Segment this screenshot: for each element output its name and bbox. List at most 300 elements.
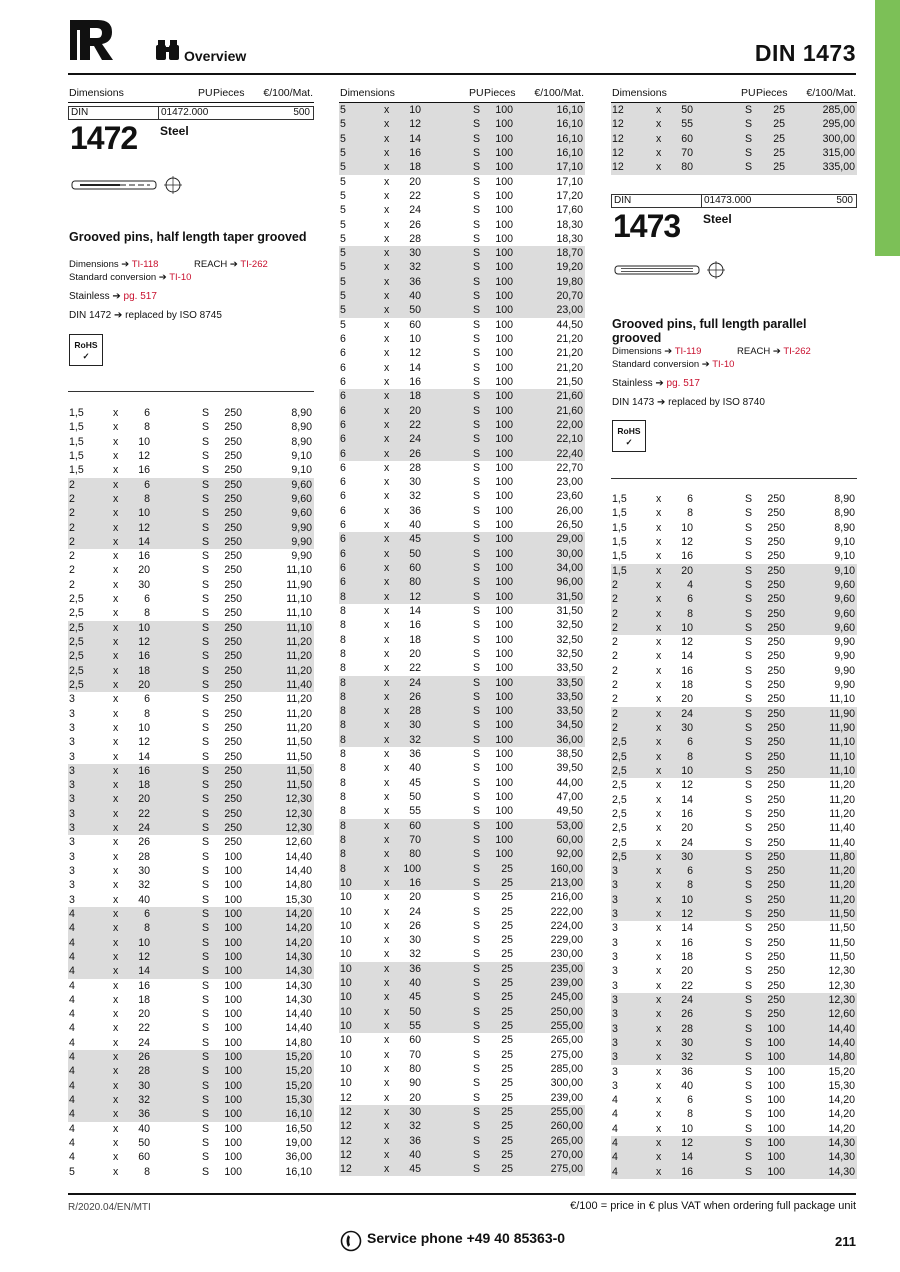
pu-code: S [202,464,210,477]
dimension-length: 26 [409,218,421,231]
dimension-length: 16 [138,464,150,477]
pieces-value: 100 [224,879,242,892]
pu-code: S [745,750,753,763]
table-row [339,804,585,818]
dimension-length: 20 [409,891,421,904]
column-1 [68,84,314,361]
dimension-separator: x [384,848,390,861]
pu-code: S [202,779,210,792]
pu-code: S [202,650,210,663]
price-value: 16,50 [285,1122,312,1135]
pu-code: S [473,146,481,159]
dimension-separator: x [656,535,662,548]
conversion-ref[interactable] [69,272,191,283]
price-value: 11,10 [829,736,855,749]
pu-code: S [745,1051,753,1064]
pu-code: S [745,607,753,620]
table-row [611,1107,857,1121]
pieces-value: 250 [224,578,242,591]
table-row [339,1033,585,1047]
dimension-separator: x [384,1048,390,1061]
dimension-length: 6 [687,593,693,606]
dimension-diameter: 3 [612,922,618,935]
pieces-value: 250 [224,435,242,448]
dimension-length: 14 [138,750,150,763]
pu-code: S [202,449,210,462]
table-row [339,475,585,489]
dimension-separator: x [384,390,390,403]
pu-code: S [745,1165,753,1178]
dimension-separator: x [384,218,390,231]
dimension-length: 32 [409,1120,421,1133]
dimension-length: 30 [409,476,421,489]
pu-code: S [473,189,481,202]
price-value: 32,50 [556,647,583,660]
table-row [611,836,857,850]
table-row [339,990,585,1004]
pu-code: S [745,535,753,548]
dimension-length: 50 [409,547,421,560]
table-row [68,1107,314,1121]
dimension-separator: x [656,1079,662,1092]
pieces-value: 100 [495,390,513,403]
dimension-separator: x [113,550,119,563]
dimension-diameter: 8 [340,733,346,746]
dimension-length: 24 [681,707,693,720]
price-value: 275,00 [550,1048,583,1061]
table-row [339,633,585,647]
reach-ref[interactable] [194,259,268,270]
table-row [339,1091,585,1105]
dimension-diameter: 3 [69,836,75,849]
table-row [611,921,857,935]
dimensions-ref-link[interactable]: TI-118 [131,259,159,270]
price-value: 44,50 [556,318,583,331]
dimension-diameter: 2 [612,693,618,706]
dimension-diameter: 2,5 [612,779,627,792]
dimension-length: 10 [409,104,421,116]
dimension-length: 14 [138,535,150,548]
pieces-value: 250 [224,793,242,806]
price-value: 11,10 [286,593,312,606]
article-box [611,194,857,208]
dimension-diameter: 4 [612,1165,618,1178]
pu-code: S [202,1008,210,1021]
table-row [68,979,314,993]
dimension-length: 6 [687,736,693,749]
table-row [611,793,857,807]
table-row [611,1079,857,1093]
dimension-length: 26 [138,836,150,849]
dimension-length: 30 [138,1079,150,1092]
pu-code: S [473,547,481,560]
header-dimensions: Dimensions [69,87,124,99]
pieces-value: 100 [495,576,513,589]
price-value: 11,10 [829,693,855,706]
dimension-length: 16 [409,876,421,889]
price-value: 9,90 [834,650,855,663]
dimension-length: 24 [409,676,421,689]
dimensions-ref[interactable] [69,259,158,270]
dimension-separator: x [113,850,119,863]
dimension-length: 12 [681,779,693,792]
material-label: Steel [160,124,189,138]
dimension-length: 12 [138,449,150,462]
dimension-separator: x [656,664,662,677]
dimension-length: 10 [681,521,693,534]
dimension-separator: x [384,290,390,303]
dimension-separator: x [384,876,390,889]
pu-code: S [745,965,753,978]
reach-ref[interactable] [737,346,811,357]
pu-code: S [745,593,753,606]
dimension-length: 40 [409,519,421,532]
price-value: 11,50 [286,764,312,777]
dimension-separator: x [113,965,119,978]
price-value: 14,40 [285,1008,312,1021]
dimension-separator: x [113,1065,119,1078]
dimension-diameter: 12 [612,132,624,145]
table-row [611,936,857,950]
dimension-separator: x [113,578,119,591]
pieces-value: 250 [767,578,785,591]
pu-code: S [745,908,753,921]
price-value: 15,30 [828,1079,855,1092]
price-value: 15,20 [285,1051,312,1064]
pu-code: S [473,418,481,431]
pieces-value: 25 [773,146,785,159]
dimension-diameter: 10 [340,1020,352,1032]
dimension-separator: x [384,590,390,603]
pieces-value: 25 [501,1034,513,1047]
pieces-value: 100 [495,819,513,832]
dimensions-ref-link[interactable]: TI-119 [674,346,702,357]
price-value: 295,00 [822,118,855,131]
stainless-ref[interactable] [612,378,700,389]
stainless-ref[interactable] [69,291,157,302]
dimension-diameter: 4 [69,1065,75,1078]
table-row [611,160,857,174]
conversion-ref[interactable] [612,359,734,370]
dimension-separator: x [113,879,119,892]
stainless-ref-link[interactable]: pg. 517 [666,378,700,389]
pu-code: S [473,175,481,188]
dimension-length: 10 [138,621,150,634]
table-row [611,578,857,592]
table-row [68,1079,314,1093]
price-value: 17,60 [556,204,583,217]
pieces-value: 100 [224,950,242,963]
dimension-length: 12 [138,636,150,648]
pieces-value: 250 [224,822,242,835]
price-value: 21,20 [556,361,583,374]
price-value: 17,10 [556,161,583,174]
table-row [611,621,857,635]
pu-code: S [202,564,210,577]
pieces-value: 250 [224,478,242,491]
dimension-separator: x [113,521,119,534]
pu-code: S [473,132,481,145]
price-value: 245,00 [550,991,583,1004]
article-number: 01473.000 [704,194,752,206]
pieces-value: 100 [224,1094,242,1106]
table-row [68,592,314,606]
dimension-separator: x [113,507,119,520]
pieces-value: 250 [767,664,785,677]
price-value: 60,00 [556,833,583,846]
table-row [68,878,314,892]
dimension-length: 70 [681,146,693,159]
pu-code: S [745,104,753,116]
dimension-length: 18 [409,633,421,646]
pu-code: S [473,404,481,417]
dimension-diameter: 3 [612,936,618,949]
dimension-diameter: 10 [340,1077,352,1090]
pieces-value: 100 [495,361,513,374]
pieces-value: 250 [767,979,785,992]
dimension-length: 6 [687,865,693,878]
dimension-diameter: 1,5 [612,507,627,520]
price-value: 34,00 [556,562,583,574]
dimension-length: 6 [144,407,150,419]
dimension-diameter: 2 [612,707,618,720]
dimension-length: 16 [409,619,421,632]
pu-code: S [473,347,481,360]
dimension-separator: x [656,679,662,692]
dimension-diameter: 5 [340,189,346,202]
pieces-value: 25 [501,919,513,932]
dimension-diameter: 6 [340,476,346,489]
dimension-length: 60 [138,1151,150,1164]
price-value: 32,50 [556,633,583,646]
dimension-diameter: 4 [69,1022,75,1035]
dimension-separator: x [384,247,390,260]
pu-code: S [473,662,481,675]
pu-code: S [473,1091,481,1104]
dimension-separator: x [113,1036,119,1049]
price-value: 11,20 [829,793,855,806]
pieces-value: 250 [224,507,242,520]
pieces-value: 100 [224,865,242,877]
dimension-separator: x [656,951,662,963]
pieces-value: 100 [495,433,513,446]
pieces-value: 250 [224,664,242,677]
dimension-separator: x [656,707,662,720]
dimension-length: 36 [138,1108,150,1121]
dimension-separator: x [384,791,390,803]
pieces-value: 100 [224,1122,242,1135]
dimension-separator: x [113,1136,119,1149]
table-row [68,621,314,635]
table-row [68,678,314,692]
pu-code: S [473,247,481,260]
dimension-diameter: 8 [340,848,346,861]
binoculars-icon[interactable] [156,40,180,60]
dimension-diameter: 12 [612,161,624,174]
price-value: 14,20 [285,936,312,949]
price-value: 300,00 [822,132,855,145]
pieces-value: 100 [495,490,513,503]
price-value: 213,00 [550,876,583,889]
table-row [68,735,314,749]
table-row [68,864,314,878]
conversion-ref-link[interactable]: TI-10 [169,272,192,283]
dimension-diameter: 2 [612,679,618,692]
dimension-separator: x [113,907,119,920]
dimension-diameter: 3 [69,822,75,835]
dimension-separator: x [384,547,390,560]
dimension-diameter: 2 [612,664,618,677]
pieces-value: 100 [495,418,513,431]
pu-code: S [202,1151,210,1164]
dimension-separator: x [384,919,390,932]
dimension-diameter: 4 [69,1151,75,1164]
pieces-value: 25 [501,991,513,1004]
pieces-value: 100 [767,1079,785,1092]
section-divider [611,478,857,479]
price-value: 8,90 [834,507,855,520]
column-2 [339,84,585,1176]
table-row [339,575,585,589]
dimension-length: 40 [138,1122,150,1135]
service-phone[interactable]: Service phone +49 40 85363-0 [367,1230,566,1246]
table-row [339,647,585,661]
dimension-separator: x [384,490,390,503]
dimension-separator: x [384,748,390,761]
pu-code: S [473,519,481,532]
pieces-value: 25 [501,1062,513,1075]
dimension-diameter: 3 [69,736,75,749]
reach-ref-link[interactable]: TI-262 [240,259,268,270]
price-value: 21,20 [556,333,583,345]
table-row [339,404,585,418]
pieces-value: 100 [495,290,513,303]
pieces-value: 100 [495,647,513,660]
dimension-diameter: 3 [69,750,75,763]
price-value: 30,00 [556,547,583,560]
dimension-diameter: 10 [340,991,352,1004]
dimension-separator: x [384,934,390,947]
dimension-diameter: 5 [340,318,346,331]
dimension-diameter: 4 [69,950,75,963]
dimension-diameter: 4 [612,1122,618,1135]
dimension-diameter: 3 [612,893,618,906]
pu-code: S [745,1151,753,1164]
overview-link[interactable]: Overview [184,48,247,64]
dimension-separator: x [384,447,390,460]
pieces-value: 250 [767,850,785,863]
dimension-length: 24 [138,822,150,835]
dimension-length: 30 [409,1105,421,1118]
table-row [339,1148,585,1162]
dimension-diameter: 5 [340,304,346,317]
pieces-value: 100 [495,261,513,274]
dimension-separator: x [656,936,662,949]
pu-code: S [202,1094,210,1106]
dimension-diameter: 8 [340,819,346,832]
table-row [611,535,857,549]
price-value: 15,30 [285,893,312,906]
pu-code: S [202,707,210,720]
pu-code: S [473,1120,481,1133]
pu-code: S [745,1122,753,1135]
price-value: 8,90 [291,435,312,448]
dimension-length: 20 [681,693,693,706]
pu-code: S [745,879,753,892]
dimension-length: 30 [681,850,693,863]
pu-code: S [473,1005,481,1018]
table-row [68,420,314,434]
price-value: 11,50 [286,750,312,763]
table-row [611,1150,857,1164]
dimension-diameter: 10 [340,1062,352,1075]
dimensions-ref[interactable] [612,346,701,357]
dimension-diameter: 2,5 [612,793,627,806]
dimension-diameter: 10 [340,1005,352,1018]
dimension-diameter: 8 [340,748,346,761]
pu-code: S [473,748,481,761]
dimension-diameter: 5 [340,261,346,274]
conversion-ref-link[interactable]: TI-10 [712,359,735,370]
section-tab[interactable] [875,0,900,256]
dimension-separator: x [384,705,390,718]
pieces-value: 100 [495,676,513,689]
pieces-value: 25 [501,876,513,889]
table-row [339,561,585,575]
dimension-diameter: 4 [69,1008,75,1021]
dimension-separator: x [656,521,662,534]
dimension-length: 20 [138,793,150,806]
dimension-diameter: 3 [612,1065,618,1078]
dimension-separator: x [384,905,390,918]
pieces-value: 100 [495,161,513,174]
pu-code: S [202,621,210,634]
dimension-length: 30 [409,247,421,260]
dimension-length: 28 [681,1022,693,1035]
pu-code: S [202,1065,210,1078]
dimension-diameter: 5 [340,247,346,260]
header-pu: PU [741,87,756,99]
table-row [339,1005,585,1019]
pu-code: S [202,807,210,820]
dimension-length: 28 [138,850,150,863]
dimension-diameter: 6 [340,418,346,431]
table-row [339,618,585,632]
reach-ref-link[interactable]: TI-262 [783,346,811,357]
stainless-ref-link[interactable]: pg. 517 [123,291,157,302]
table-row [339,361,585,375]
price-value: 9,60 [291,492,312,505]
dimension-separator: x [656,750,662,763]
price-value: 31,50 [556,604,583,617]
table-row [339,547,585,561]
dimension-separator: x [384,118,390,131]
table-row [68,807,314,821]
dimension-separator: x [113,1051,119,1064]
dimension-length: 32 [409,261,421,274]
pieces-value: 25 [501,1020,513,1032]
table-row [68,406,314,420]
dimension-diameter: 4 [69,1136,75,1149]
table-row [339,733,585,747]
product-title: Grooved pins, full length parallel grooved [612,317,807,345]
pieces-value: 100 [495,504,513,517]
dimension-length: 36 [409,504,421,517]
dimension-length: 28 [409,705,421,718]
pieces-value: 25 [501,862,513,875]
dimension-separator: x [384,104,390,116]
pu-code: S [473,1148,481,1161]
